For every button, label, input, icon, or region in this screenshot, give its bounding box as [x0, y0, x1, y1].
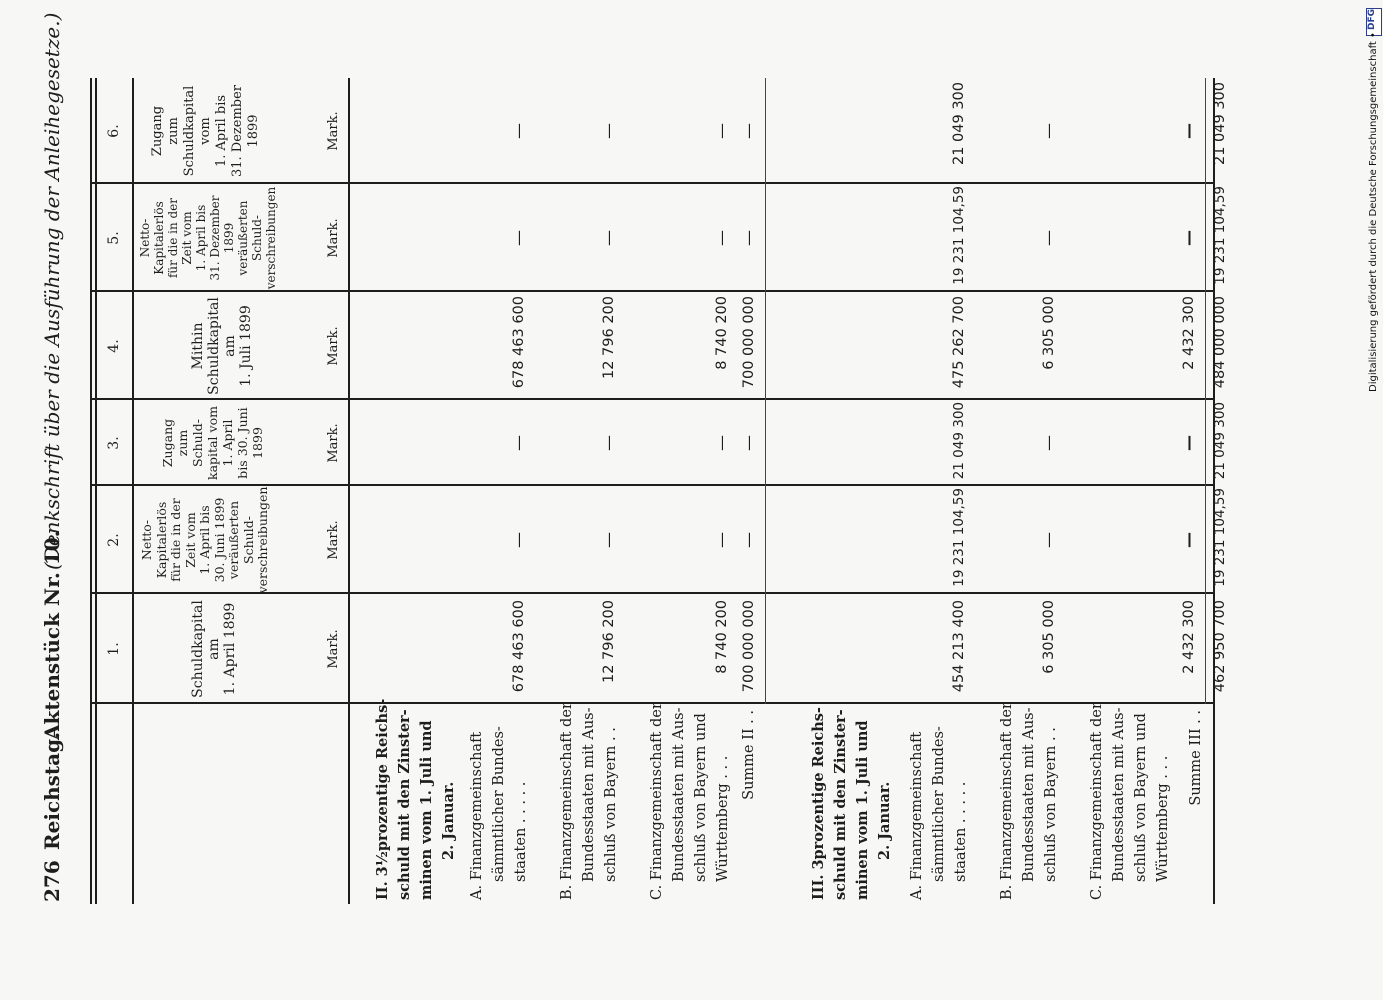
row-label-line: Württemberg . . . [715, 755, 731, 882]
header-subtitle: (Denkschrift über die Ausführung der Anleihegesetze.) [40, 12, 64, 570]
sum-cell: 462 950 700 [1212, 600, 1228, 693]
table-cell: 8 740 200 [714, 296, 730, 370]
col5-heading-line: verschreibungen [264, 186, 278, 290]
col5-heading-line: veräußerten [236, 200, 250, 276]
table-cell: 678 463 600 [511, 296, 527, 389]
table-cell: — [1179, 230, 1198, 246]
table-cell: — [712, 532, 731, 548]
row-label-line: Bundesstaaten mit Aus- [1021, 707, 1037, 882]
section-title-line: II. 3½prozentige Reichs- [374, 698, 391, 900]
table-top-rule [90, 78, 92, 904]
table-cell: — [1179, 532, 1198, 548]
section-title-line: 2. Januar. [876, 781, 893, 860]
row-label [1086, 704, 1174, 900]
sum-cell: — [739, 230, 758, 246]
sum-cell: 19 231 104,59 [1212, 488, 1228, 587]
row-label [646, 704, 734, 900]
col3-heading [160, 400, 265, 486]
sum-label: Summe II . . [741, 710, 757, 800]
col6-heading-line: 31. Dezember [230, 84, 245, 178]
sum-cell: 700 000 000 [741, 296, 757, 389]
row-label-line: Bundesstaaten mit Aus- [1111, 707, 1127, 882]
table-cell: 8 740 200 [714, 600, 730, 674]
sum-cell: 19 231 104,59 [1212, 186, 1228, 285]
col4-heading-line: Schuldkapital [206, 297, 222, 395]
col3-heading-line: 1899 [250, 427, 265, 459]
col5-heading-line: für die in der [166, 197, 180, 279]
col5-heading-line: 1. April bis [194, 204, 208, 272]
col4-heading-line: 1. Juli 1899 [238, 305, 254, 387]
col2-unit: Mark. [326, 520, 341, 560]
col2-heading-line: Netto- [139, 519, 154, 561]
row-label-line: B. Finanzgemeinschaft der [999, 702, 1015, 900]
sum-cell: 700 000 000 [741, 600, 757, 693]
table-cell: 12 796 200 [601, 600, 617, 684]
row-label-line: schluß von Bayern . . [1043, 727, 1059, 882]
row-label [906, 704, 972, 900]
col2-heading-line: 30. Juni 1899 [211, 497, 227, 583]
col6-heading-line: zum [166, 117, 181, 145]
row-label-line: C. Finanzgemeinschaft der [1089, 702, 1105, 900]
table-cell: — [1039, 123, 1058, 139]
table-cell: 21 049 300 [951, 402, 967, 480]
col5-heading [138, 184, 278, 292]
col2-heading-line: veräußerten [226, 500, 241, 580]
col6-heading-line: vom [198, 117, 213, 145]
row-label-line: schluß von Bayern und [1133, 713, 1149, 882]
row-label-line: C. Finanzgemeinschaft der [649, 702, 665, 900]
col1-heading-line: 1. April 1899 [222, 602, 238, 696]
table-cell: — [712, 123, 731, 139]
table-cell: 19 231 104,59 [951, 186, 967, 285]
dfg-logo-text: DFG [1367, 9, 1377, 31]
col1-unit: Mark. [326, 629, 341, 669]
col3-unit: Mark. [326, 423, 341, 463]
table-cell: — [1039, 532, 1058, 548]
table-top-rule-2 [95, 78, 97, 904]
table-cell: 2 432 300 [1181, 600, 1197, 674]
sum-cell: — [739, 532, 758, 548]
row-label [466, 704, 532, 900]
sum-label: Summe III . . [1188, 710, 1204, 806]
sum-cell: 21 049 300 [1212, 82, 1228, 166]
col5-heading-line: Zeit vom [180, 211, 194, 265]
table-cell: — [509, 532, 528, 548]
col5-unit: Mark. [326, 218, 341, 258]
col3-heading-line: Zugang [160, 418, 175, 468]
section-title-line: minen vom 1. Juli und [418, 720, 435, 900]
col3-heading-line: 1. April [220, 419, 235, 467]
row-label [556, 704, 622, 900]
col3-heading-line: kapital vom [205, 406, 220, 480]
row-label-line: B. Finanzgemeinschaft der [559, 702, 575, 900]
col6-heading-line: 1. April bis [214, 94, 229, 168]
col6-unit: Mark. [326, 111, 341, 151]
table-cell: — [1179, 123, 1198, 139]
col5-heading-line: Kapitalerlös [152, 201, 166, 275]
col1-heading-line: am [206, 638, 222, 660]
table-cell: 21 049 300 [951, 82, 967, 166]
col5-heading-line: Netto- [138, 218, 152, 258]
col4-heading-line: Mithin [190, 322, 206, 370]
col2-heading-line: verschreibungen [255, 486, 270, 594]
colnum-rule [132, 78, 134, 904]
sum-cell: — [739, 123, 758, 139]
page-number: 276 [40, 860, 64, 902]
section-title [372, 698, 460, 900]
col2-heading-line: 1. April bis [197, 505, 212, 575]
table-cell: — [599, 230, 618, 246]
row-label-line: sämmtlicher Bundes- [491, 726, 507, 882]
col2-heading [140, 486, 271, 594]
col2-heading-line: für die in der [168, 498, 183, 582]
col3-heading-line: bis 30. Juni [235, 407, 250, 479]
sum-cell: 484 000 000 [1212, 296, 1228, 389]
col6-heading-line: 1899 [246, 114, 261, 148]
row-label-line: Bundesstaaten mit Aus- [581, 707, 597, 882]
table-cell: 475 262 700 [951, 296, 967, 389]
header-left: Reichstag. [40, 731, 64, 850]
sum-rule-3 [1205, 78, 1206, 704]
col1-number: 1. [106, 642, 122, 656]
col4-heading [190, 292, 254, 400]
col4-number: 4. [106, 339, 122, 353]
table-cell: — [509, 435, 528, 451]
table-cell: 19 231 104,59 [951, 488, 967, 587]
table-cell: — [599, 123, 618, 139]
row-label-line: Bundesstaaten mit Aus- [671, 707, 687, 882]
table-cell: — [1039, 230, 1058, 246]
table-cell: 6 305 000 [1041, 600, 1057, 674]
col5-heading-line: 31. Dezember [208, 195, 222, 281]
row-label-line: schluß von Bayern und [693, 713, 709, 882]
col2-heading-line: Zeit vom [182, 512, 198, 568]
col6-number: 6. [106, 124, 122, 138]
col3-heading-line: Schuld- [190, 419, 205, 467]
col1-heading-line: Schuldkapital [190, 600, 206, 698]
table-cell: 12 796 200 [601, 296, 617, 380]
digitization-note: Digitalisierung gefördert durch die Deutsche Forschungsgemeinschaft • [1368, 32, 1379, 392]
row-label-line: Württemberg . . . [1155, 755, 1171, 882]
section-title-line: III. 3prozentige Reichs- [810, 707, 827, 900]
row-label-line: A. Finanzgemeinschaft [469, 731, 485, 900]
col3-number: 3. [106, 436, 122, 450]
table-cell: — [509, 123, 528, 139]
col4-unit: Mark. [326, 326, 341, 366]
table-cell: — [712, 435, 731, 451]
col2-heading-line: Kapitalerlös [153, 501, 169, 579]
table-cell: — [599, 435, 618, 451]
table-cell: 6 305 000 [1041, 296, 1057, 370]
header-bottom-rule [348, 78, 350, 904]
col6-heading-line: Schuldkapital [182, 85, 197, 177]
sum-cell: — [739, 435, 758, 451]
header-title: Aktenstück Nr. 10. [40, 530, 64, 740]
table-cell: — [599, 532, 618, 548]
row-label-line: A. Finanzgemeinschaft [909, 731, 925, 900]
col2-heading-line: Schuld- [240, 516, 256, 564]
section-title-line: schuld mit den Zinster- [832, 709, 849, 900]
table-cell: — [1039, 435, 1058, 451]
table-cell: 2 432 300 [1181, 296, 1197, 370]
col5-heading-line: 1899 [222, 222, 236, 254]
section-title-line: minen vom 1. Juli und [854, 720, 871, 900]
col2-number: 2. [106, 533, 122, 547]
col3-heading-line: zum [175, 429, 190, 457]
row-label-line: schluß von Bayern . . [603, 727, 619, 882]
sum-cell: 21 049 300 [1212, 402, 1228, 480]
col5-number: 5. [106, 231, 122, 245]
table-cell: 454 213 400 [951, 600, 967, 693]
row-label [996, 704, 1062, 900]
table-cell: — [509, 230, 528, 246]
row-label-line: staaten . . . . . [513, 781, 529, 882]
col5-heading-line: Schuld- [250, 215, 264, 261]
section-title-line: 2. Januar. [440, 781, 457, 860]
section-title [808, 704, 896, 900]
table-cell: 678 463 600 [511, 600, 527, 693]
col1-heading [190, 594, 238, 704]
row-label-line: staaten . . . . . [953, 781, 969, 882]
col6-heading [150, 78, 262, 184]
table-cell: — [712, 230, 731, 246]
col6-heading-line: Zugang [150, 105, 165, 157]
row-label-line: sämmtlicher Bundes- [931, 726, 947, 882]
section-title-line: schuld mit den Zinster- [396, 709, 413, 900]
table-cell: — [1179, 435, 1198, 451]
col4-heading-line: am [222, 335, 238, 357]
sum-rule-2 [765, 78, 766, 704]
